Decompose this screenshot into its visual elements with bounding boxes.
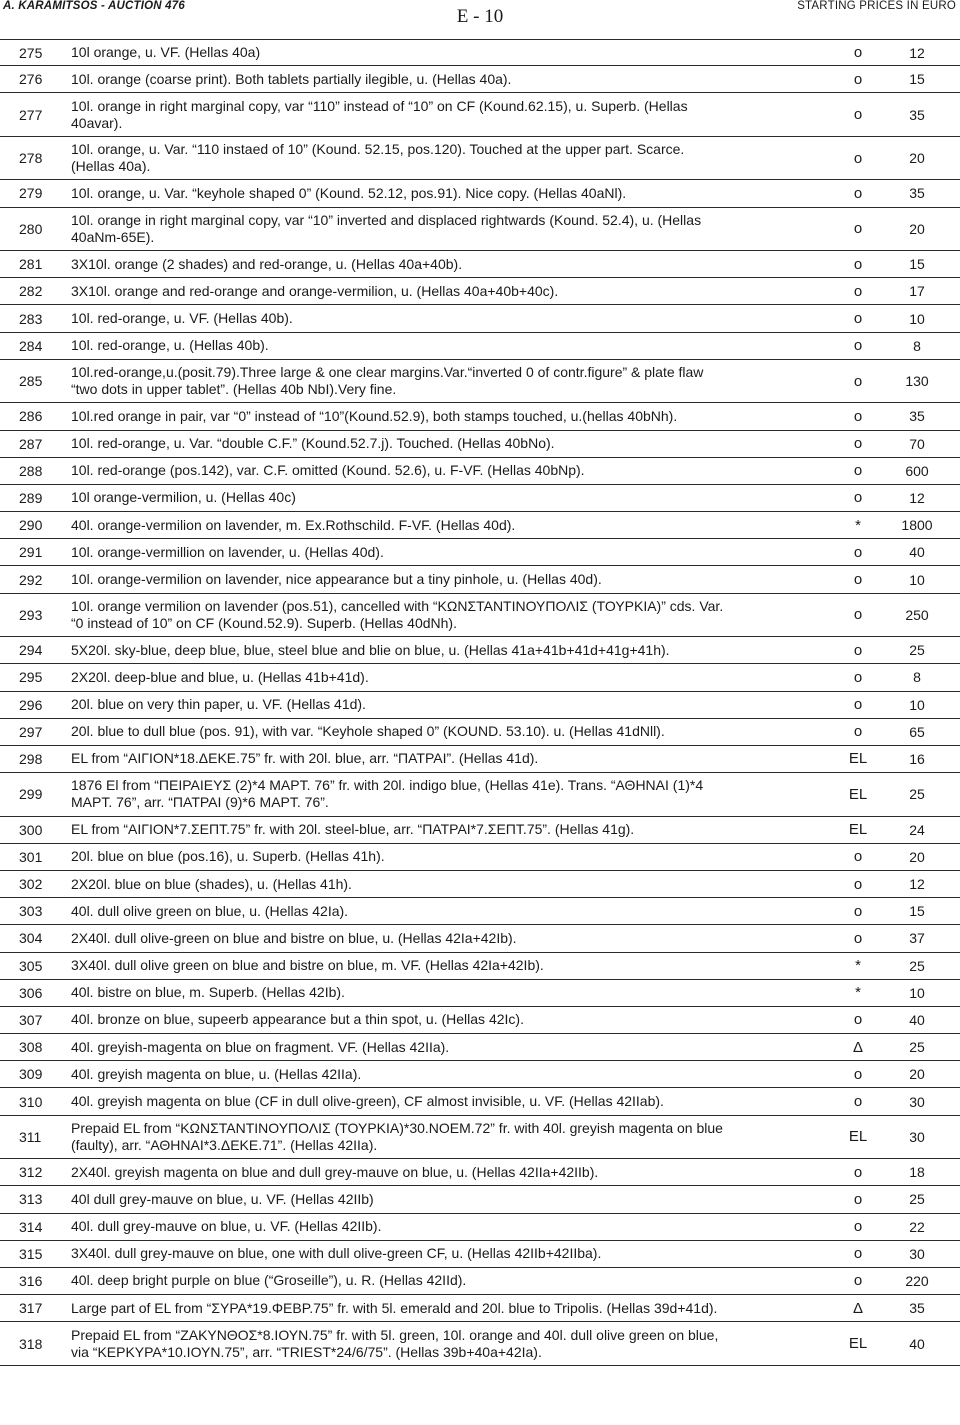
lot-number: 313 <box>19 1191 43 1208</box>
starting-price: 10 <box>909 984 925 1001</box>
lot-description: 10l.red orange in pair, var “0” instead of “10”(Kound.52.9), both stamps touched, u.(hellas 40bNh). <box>71 407 678 424</box>
starting-price: 35 <box>909 408 925 425</box>
starting-price: 20 <box>909 220 925 237</box>
lot-row <box>0 305 960 332</box>
lot-description: 2X40l. dull olive-green on blue and bistre on blue, u. (Hellas 42Ia+42Ib). <box>71 929 517 946</box>
lot-description: 40l. bronze on blue, supeerb appearance but a thin spot, u. (Hellas 42Ic). <box>71 1011 524 1028</box>
starting-price: 30 <box>909 1093 925 1110</box>
lot-row <box>0 664 960 691</box>
lot-row <box>0 539 960 566</box>
lot-number: 286 <box>19 408 43 425</box>
starting-price: 40 <box>909 544 925 561</box>
starting-price: 15 <box>909 256 925 273</box>
lot-number: 300 <box>19 821 43 838</box>
lot-row <box>0 1241 960 1268</box>
starting-price: 25 <box>909 642 925 659</box>
condition-mark: EL <box>848 750 868 768</box>
condition-mark: o <box>853 1245 863 1263</box>
lot-row <box>0 1061 960 1088</box>
lot-number: 315 <box>19 1245 43 1262</box>
lot-number: 292 <box>19 571 43 588</box>
starting-price: 20 <box>909 848 925 865</box>
lot-number: 316 <box>19 1272 43 1289</box>
lot-description: EL from “ΑΙΓΙΟΝ*7.ΣΕΠΤ.75” fr. with 20l. steel-blue, arr. “ΠΑΤΡΑΙ*7.ΣΕΠΤ.75”. (Hellas 41g). <box>71 821 635 838</box>
starting-price: 40 <box>909 1335 925 1352</box>
starting-price: 20 <box>909 1066 925 1083</box>
lot-description: 3X40l. dull grey-mauve on blue, one with dull olive-green CF, u. (Hellas 42IIb+42IIba). <box>71 1245 602 1262</box>
page-header <box>0 0 960 32</box>
lot-number: 290 <box>19 517 43 534</box>
lot-row <box>0 1322 960 1366</box>
lot-number: 295 <box>19 669 43 686</box>
condition-mark: * <box>855 984 861 1002</box>
condition-mark: EL <box>848 1335 868 1352</box>
lot-description: 40l. deep bright purple on blue (“Groseille”), u. R. (Hellas 42IId). <box>71 1272 467 1289</box>
lot-row <box>0 251 960 278</box>
lot-description: Prepaid EL from “ΚΩΝΣΤΑΝΤΙΝΟΥΠΟΛΙΣ (ΤΟΥΡΚΙΑ)*30.ΝΟΕΜ.72” fr. with 40l. greyish magenta on blue (faulty), arr. “ΑΘΗΝΑΙ*3.ΔΕΚΕ.71”. (Hellas 42IIa). <box>71 1119 723 1153</box>
lot-number: 280 <box>19 220 43 237</box>
lot-description: EL from “ΑΙΓΙΟΝ*18.ΔΕΚΕ.75” fr. with 20l. blue, arr. “ΠΑΤΡΑΙ”. (Hellas 41d). <box>71 750 539 767</box>
lot-number: 275 <box>19 44 43 61</box>
condition-mark: o <box>853 1011 863 1029</box>
lot-row <box>0 746 960 773</box>
starting-price: 12 <box>909 489 925 506</box>
lot-number: 310 <box>19 1093 43 1110</box>
condition-mark: o <box>853 407 863 425</box>
lot-row <box>0 719 960 746</box>
condition-mark: o <box>853 1093 863 1111</box>
lots-table <box>0 39 960 1366</box>
lot-row <box>0 594 960 638</box>
condition-mark: o <box>853 70 863 88</box>
condition-mark: o <box>853 641 863 659</box>
condition-mark: o <box>853 372 863 390</box>
starting-price: 35 <box>909 106 925 123</box>
lot-number: 301 <box>19 848 43 865</box>
lot-description: 40l. orange-vermilion on lavender, m. Ex.Rothschild. F-VF. (Hellas 40d). <box>71 516 516 533</box>
lot-description: 1876 El from “ΠΕΙΡΑΙΕΥΣ (2)*4 ΜΑΡΤ. 76” fr. with 20l. indigo blue, (Hellas 41e). Trans. “ΑΘΗΝΑΙ (1)*4 ΜΑΡΤ. 76”, arr. “ΠΑΤΡΑΙ (9)*6 ΜΑΡΤ. 76”. <box>71 777 704 811</box>
condition-mark: o <box>853 489 863 507</box>
lot-number: 285 <box>19 373 43 390</box>
lot-description: Large part of EL from “ΣΥΡΑ*19.ΦΕΒΡ.75” fr. with 5l. emerald and 20l. blue to Tripolis. (Hellas 39d+41d). <box>71 1299 718 1316</box>
lot-row <box>0 925 960 952</box>
lot-number: 312 <box>19 1164 43 1181</box>
lot-number: 294 <box>19 642 43 659</box>
lot-number: 293 <box>19 606 43 623</box>
lot-number: 296 <box>19 696 43 713</box>
condition-mark: o <box>853 543 863 561</box>
condition-mark: o <box>853 902 863 920</box>
lot-row <box>0 137 960 181</box>
lot-row <box>0 66 960 93</box>
lot-row <box>0 1268 960 1295</box>
starting-price: 15 <box>909 903 925 920</box>
condition-mark: o <box>853 1218 863 1236</box>
condition-mark: * <box>855 957 861 975</box>
lot-number: 299 <box>19 786 43 803</box>
lot-number: 283 <box>19 310 43 327</box>
lot-number: 279 <box>19 185 43 202</box>
condition-mark: EL <box>848 821 868 839</box>
lot-number: 302 <box>19 876 43 893</box>
price-note: STARTING PRICES IN EURO <box>797 0 956 12</box>
lot-row <box>0 1116 960 1160</box>
starting-price: 25 <box>909 957 925 974</box>
starting-price: 600 <box>905 462 929 479</box>
lot-description: 10l.red-orange,u.(posit.79).Three large & one clear margins.Var.“inverted 0 of contr.figure” & plate flaw “two dots in upper tablet”. (Hellas 40b NbI).Very fine. <box>71 364 704 398</box>
starting-price: 25 <box>909 786 925 803</box>
lot-description: 40l. greyish magenta on blue, u. (Hellas 42IIa). <box>71 1065 362 1082</box>
condition-mark: o <box>853 184 863 202</box>
lot-number: 277 <box>19 106 43 123</box>
starting-price: 22 <box>909 1218 925 1235</box>
lot-description: 10l. orange in right marginal copy, var “10” inverted and displaced rightwards (Kound. 52.4), u. (Hellas 40aNm-65E). <box>71 211 702 245</box>
lot-row <box>0 333 960 360</box>
starting-price: 16 <box>909 750 925 767</box>
starting-price: 8 <box>913 669 921 686</box>
lot-row <box>0 637 960 664</box>
starting-price: 1800 <box>901 517 933 534</box>
lot-row <box>0 39 960 66</box>
lot-row <box>0 871 960 898</box>
lot-description: 10l orange, u. VF. (Hellas 40a) <box>71 44 261 61</box>
lot-number: 303 <box>19 903 43 920</box>
lot-row <box>0 953 960 980</box>
condition-mark: o <box>853 435 863 453</box>
condition-mark: o <box>853 571 863 589</box>
lot-description: 10l. orange vermilion on lavender (pos.51), cancelled with “ΚΩΝΣΤΑΝΤΙΝΟΥΠΟΛΙΣ (ΤΟΥΡΚΙΑ)” cds. Var. “0 instead of 10” on CF (Kound.52.9). Superb. (Hellas 40dNh). <box>71 597 724 631</box>
starting-price: 65 <box>909 723 925 740</box>
lot-row <box>0 980 960 1007</box>
lot-description: Prepaid EL from “ΖΑΚΥΝΘΟΣ*8.ΙΟΥΝ.75” fr. with 5l. green, 10l. orange and 40l. dull olive green on blue, via “ΚΕΡΚΥΡΑ*10.ΙΟΥΝ.75”, arr. “TRIEST*24/6/75”. (Hellas 39b+40a+42Ia). <box>71 1326 719 1360</box>
condition-mark: o <box>853 282 863 300</box>
lot-description: 10l. red-orange, u. (Hellas 40b). <box>71 337 269 354</box>
lot-number: 282 <box>19 283 43 300</box>
lot-number: 308 <box>19 1039 43 1056</box>
page-number: E - 10 <box>456 6 504 27</box>
lot-description: 10l. red-orange, u. VF. (Hellas 40b). <box>71 310 293 327</box>
lot-number: 276 <box>19 71 43 88</box>
lot-number: 307 <box>19 1011 43 1028</box>
lot-description: 10l. orange (coarse print). Both tablets partially ilegible, u. (Hellas 40a). <box>71 70 512 87</box>
condition-mark: o <box>853 44 863 62</box>
starting-price: 25 <box>909 1191 925 1208</box>
condition-mark: o <box>853 255 863 273</box>
lot-row <box>0 898 960 925</box>
lot-description: 3X40l. dull olive green on blue and bistre on blue, m. VF. (Hellas 42Ia+42Ib). <box>71 957 544 974</box>
condition-mark: o <box>853 337 863 355</box>
lot-number: 278 <box>19 150 43 167</box>
lot-number: 309 <box>19 1066 43 1083</box>
lot-description: 10l. orange in right marginal copy, var “110” instead of “10” on CF (Kound.62.15), u. Superb. (Hellas 40avar). <box>71 97 688 131</box>
starting-price: 12 <box>909 876 925 893</box>
lot-description: 10l. orange-vermillion on lavender, u. (Hellas 40d). <box>71 543 384 560</box>
lot-description: 20l. blue to dull blue (pos. 91), with var. “Keyhole shaped 0” (KOUND. 53.10). u. (Hellas 41dNll). <box>71 723 665 740</box>
condition-mark: o <box>853 929 863 947</box>
lot-row <box>0 485 960 512</box>
lot-description: 40l. dull grey-mauve on blue, u. VF. (Hellas 42IIb). <box>71 1218 382 1235</box>
lot-number: 311 <box>19 1128 42 1145</box>
lot-row <box>0 360 960 404</box>
lot-description: 40l. greyish-magenta on blue on fragment. VF. (Hellas 42IIa). <box>71 1038 450 1055</box>
lot-number: 284 <box>19 337 43 354</box>
lot-row <box>0 180 960 207</box>
starting-price: 15 <box>909 71 925 88</box>
lot-row <box>0 208 960 252</box>
lot-description: 3X10l. orange and red-orange and orange-vermilion, u. (Hellas 40a+40b+40c). <box>71 282 559 299</box>
lot-row <box>0 458 960 485</box>
lot-number: 314 <box>19 1218 43 1235</box>
starting-price: 12 <box>909 44 925 61</box>
condition-mark: * <box>855 516 861 534</box>
lot-row <box>0 692 960 719</box>
starting-price: 35 <box>909 1300 925 1317</box>
condition-mark: o <box>853 310 863 328</box>
lot-number: 318 <box>19 1335 43 1352</box>
condition-mark: EL <box>848 785 868 803</box>
lot-row <box>0 844 960 871</box>
condition-mark: EL <box>848 1128 868 1146</box>
lot-number: 304 <box>19 930 43 947</box>
lot-description: 2X20l. deep-blue and blue, u. (Hellas 41b+41d). <box>71 668 369 685</box>
lot-row <box>0 1088 960 1115</box>
lot-description: 40l. dull olive green on blue, u. (Hellas 42Ia). <box>71 902 349 919</box>
lot-description: 2X40l. greyish magenta on blue and dull grey-mauve on blue, u. (Hellas 42IIa+42IIb). <box>71 1163 599 1180</box>
condition-mark: o <box>853 696 863 714</box>
condition-mark: o <box>853 848 863 866</box>
lot-number: 306 <box>19 984 43 1001</box>
starting-price: 10 <box>909 696 925 713</box>
lot-description: 10l. red-orange, u. Var. “double C.F.” (Kound.52.7.j). Touched. (Hellas 40bNo). <box>71 435 555 452</box>
starting-price: 70 <box>909 435 925 452</box>
lot-description: 40l dull grey-mauve on blue, u. VF. (Hellas 42IIb) <box>71 1190 374 1207</box>
starting-price: 250 <box>905 606 929 623</box>
condition-mark: o <box>853 220 863 238</box>
lot-description: 5X20l. sky-blue, deep blue, blue, steel blue and blie on blue, u. (Hellas 41a+41b+41d+41g+41h). <box>71 641 670 658</box>
condition-mark: o <box>853 723 863 741</box>
lot-row <box>0 773 960 817</box>
starting-price: 25 <box>909 1039 925 1056</box>
starting-price: 10 <box>909 571 925 588</box>
starting-price: 40 <box>909 1011 925 1028</box>
condition-mark: o <box>853 1272 863 1290</box>
lot-row <box>0 278 960 305</box>
condition-mark: o <box>853 606 863 624</box>
lot-row <box>0 1186 960 1213</box>
lot-row <box>0 512 960 539</box>
lot-number: 281 <box>19 256 43 273</box>
starting-price: 18 <box>909 1164 925 1181</box>
lot-description: 20l. blue on very thin paper, u. VF. (Hellas 41d). <box>71 696 366 713</box>
lot-description: 20l. blue on blue (pos.16), u. Superb. (Hellas 41h). <box>71 848 385 865</box>
condition-mark: o <box>853 106 863 124</box>
condition-mark: Δ <box>852 1299 864 1317</box>
starting-price: 220 <box>905 1272 929 1289</box>
starting-price: 20 <box>909 150 925 167</box>
lot-row <box>0 1159 960 1186</box>
starting-price: 130 <box>905 373 929 390</box>
lot-number: 287 <box>19 435 43 452</box>
lot-description: 3X10l. orange (2 shades) and red-orange, u. (Hellas 40a+40b). <box>71 255 463 272</box>
lot-row <box>0 1034 960 1061</box>
lot-row <box>0 566 960 593</box>
starting-price: 30 <box>909 1128 925 1145</box>
starting-price: 10 <box>909 310 925 327</box>
condition-mark: o <box>853 1163 863 1181</box>
lot-number: 297 <box>19 723 43 740</box>
lot-row <box>0 431 960 458</box>
lot-row <box>0 1007 960 1034</box>
lot-number: 291 <box>19 544 43 561</box>
lot-description: 10l orange-vermilion, u. (Hellas 40c) <box>71 489 296 506</box>
condition-mark: o <box>853 462 863 480</box>
lot-number: 298 <box>19 750 43 767</box>
starting-price: 8 <box>913 337 921 354</box>
condition-mark: o <box>853 1065 863 1083</box>
starting-price: 30 <box>909 1245 925 1262</box>
lot-description: 10l. orange, u. Var. “110 instaed of 10” (Kound. 52.15, pos.120). Touched at the upper part. Scarce. (Hellas 40a). <box>71 141 685 175</box>
lot-number: 288 <box>19 462 43 479</box>
lot-row <box>0 93 960 137</box>
lot-row <box>0 403 960 430</box>
lot-number: 305 <box>19 957 43 974</box>
lot-number: 289 <box>19 489 43 506</box>
condition-mark: o <box>853 875 863 893</box>
condition-mark: o <box>853 668 863 686</box>
lot-description: 2X20l. blue on blue (shades), u. (Hellas 41h). <box>71 875 352 892</box>
lot-description: 40l. greyish magenta on blue (CF in dull olive-green), CF almost invisible, u. VF. (Hellas 42IIab). <box>71 1093 664 1110</box>
lot-row <box>0 1214 960 1241</box>
condition-mark: o <box>853 1190 863 1208</box>
lot-number: 317 <box>19 1300 43 1317</box>
starting-price: 37 <box>909 930 925 947</box>
lot-row <box>0 1295 960 1322</box>
condition-mark: Δ <box>852 1038 864 1056</box>
starting-price: 35 <box>909 185 925 202</box>
lot-description: 10l. red-orange (pos.142), var. C.F. omitted (Kound. 52.6), u. F-VF. (Hellas 40bNp). <box>71 462 585 479</box>
condition-mark: o <box>853 149 863 167</box>
lot-description: 10l. orange, u. Var. “keyhole shaped 0” (Kound. 52.12, pos.91). Nice copy. (Hellas 40aNl). <box>71 184 627 201</box>
lot-description: 40l. bistre on blue, m. Superb. (Hellas 42Ib). <box>71 984 345 1001</box>
starting-price: 24 <box>909 821 925 838</box>
auction-title: A. KARAMITSOS - AUCTION 476 <box>3 0 185 12</box>
lot-description: 10l. orange-vermilion on lavender, nice appearance but a tiny pinhole, u. (Hellas 40d). <box>71 571 602 588</box>
lot-row <box>0 817 960 844</box>
starting-price: 17 <box>909 283 925 300</box>
